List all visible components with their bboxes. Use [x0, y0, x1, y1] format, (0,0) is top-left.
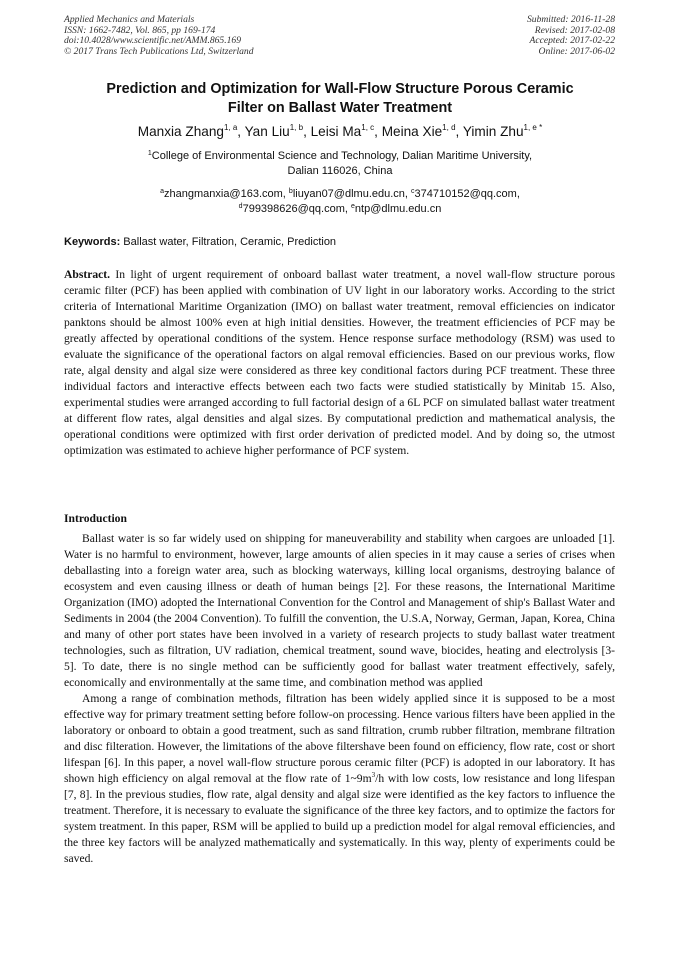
abstract-text: In light of urgent requirement of onboard ballast water treatment, a novel wall-flow structure porous ceramic filter (PCF) has been applied with combination of UV light in our laboratory works. According to the strict criteria of International Maritime Organization (IMO) on ballast water treatment, removal efficiencies on indicator panktons should be almost 100% even at high initial densities. However, the treatment efficiencies of PCF may be greatly affected by operational conditions of the system. Hence response surface methodology (RSM) was used to evaluate the significance of the operational factors on algal removal efficiencies. Based on our previous works, flow rate, algal density and algal size were considered as three key conditional factors during PCF treatment. These three individual factors and interactive effects between each two facts were studied statistically by Minitab 15. Also, experimental studies were arranged according to full factorial design of a 6L PCF on simulated ballast water treatment at different flow rates, algal densities and algal sizes. By computational prediction and mathematical analysis, the operational conditions were optimized with first order derivation of predicted model. And by doing so, the utmost optimization was estimated to achieve higher performance of PCF system.: [64, 268, 615, 457]
unit-superscript: 3: [371, 771, 376, 779]
keywords: [64, 235, 616, 250]
author-name: Yan Liu: [244, 124, 290, 139]
author-affiliation-mark: 1, d: [442, 123, 456, 132]
author-name: Yimin Zhu: [462, 124, 524, 139]
author-affiliation-mark: 1, b: [289, 123, 304, 132]
author-list: [64, 123, 616, 141]
publication-dates: [527, 15, 615, 57]
date-accepted: Accepted: 2017-02-22: [529, 35, 615, 47]
email-separator: ,: [516, 188, 520, 200]
author-separator: ,: [237, 124, 245, 139]
paper-title: [64, 80, 616, 118]
email-address: liuyan07@dlmu.edu.cn: [292, 188, 405, 200]
author-name: Leisi Ma: [310, 124, 362, 139]
author-affiliation-mark: 1, a: [223, 123, 238, 132]
journal-doi: doi:10.4028/www.scientific.net/AMM.865.169: [64, 35, 242, 47]
email-separator: ,: [404, 188, 412, 200]
author-separator: ,: [303, 124, 311, 139]
email-mark: b: [288, 188, 293, 195]
date-online: Online: 2017-06-02: [538, 45, 615, 57]
author-separator: ,: [455, 124, 463, 139]
email-address: 799398626@qq.com: [242, 203, 345, 215]
journal-copyright: © 2017 Trans Tech Publications Ltd, Switzerland: [64, 45, 254, 57]
keywords-label: Keywords:: [64, 236, 121, 248]
affiliation-line-2: Dalian 116026, China: [287, 165, 393, 177]
author-emails: [64, 187, 616, 217]
abstract-label: Abstract.: [64, 268, 111, 281]
author-affiliation-mark: 1, e *: [523, 123, 543, 132]
section-heading-introduction: Introduction: [64, 512, 127, 525]
author-name: Manxia Zhang: [137, 124, 224, 139]
paragraph-text: Among a range of combination methods, filtration has been widely applied since it is supposed to be a most effective way for primary treatment setting before follow-on processing. Hence various filters have been applied in the laboratory or onboard to obtain a good treatment, such as sand filtration, crumb rubber filtration, membrane filtration and disc filteration. However, the limitations of the above filtershave been found on efficiency, flow rate, cost or short lifespan [6]. In this paper, a novel wall-flow structure porous ceramic filter (PCF) is adopted in our laboratory. It has shown high efficiency on algal removal at the flow rate of 1~9m: [64, 692, 615, 785]
date-submitted: Submitted: 2016-11-28: [526, 14, 615, 25]
paper-title-line-1: Prediction and Optimization for Wall-Flow Structure Porous Ceramic: [106, 81, 574, 97]
author-affiliation-mark: 1, c: [361, 123, 375, 132]
affiliation-line-1: College of Environmental Science and Technology, Dalian Maritime University,: [151, 150, 533, 162]
keywords-text: Ballast water, Filtration, Ceramic, Prediction: [120, 236, 337, 248]
email-address: zhangmanxia@163.com: [164, 188, 283, 200]
email-mark: c: [411, 188, 415, 195]
email-address: ntp@dlmu.edu.cn: [354, 203, 442, 215]
journal-name: Applied Mechanics and Materials: [64, 14, 195, 25]
email-separator: ,: [282, 188, 289, 200]
paper-title-line-2: Filter on Ballast Water Treatment: [227, 100, 453, 116]
author-separator: ,: [374, 124, 382, 139]
journal-info: [64, 15, 254, 57]
affiliation-mark: 1: [147, 150, 152, 157]
journal-issn: ISSN: 1662-7482, Vol. 865, pp 169-174: [64, 24, 216, 36]
email-address: 374710152@qq.com: [414, 188, 517, 200]
affiliation: [64, 149, 616, 179]
author-name: Meina Xie: [381, 124, 443, 139]
email-mark: e: [351, 203, 355, 210]
date-revised: Revised: 2017-02-08: [534, 24, 615, 36]
email-separator: ,: [344, 203, 352, 215]
email-mark: a: [160, 188, 164, 195]
paragraph-text: /h with low costs, low resistance and long lifespan [7, 8]. In the previous studies, flow rate, algal density and algal size were identified as the key factors to influence the treatment. Therefore, it is necessary to evaluate the significance of the three key factors, and to optimize the factors for system treatment. In this paper, RSM will be applied to build up a prediction model for algal removal efficiencies, and the three key factors will be analyzed mathematically and systematically. In this way, plenty of experiments could be saved.: [64, 772, 615, 865]
abstract: [64, 267, 615, 459]
introduction-body: [64, 531, 615, 867]
introduction-paragraph-1: Ballast water is so far widely used on shipping for maneuverability and stability when cargoes are unloaded [1]. Water is no harmful to environment, however, large amounts of alien species in it may cause a series of crises when deballasting into a foreign water area, such as blocking waterways, killing local organisms, destroying balance of ecosystem and even causing illness or death of human beings [2]. For these reasons, the International Maritime Organization (IMO) adopted the International Convention for the Control and Management of ship's Ballast Water and Sediments in 2004 (the 2004 Convention). To fulfill the convention, the U.S.A, Norway, German, Japan, Korea, China and many of other port states have been involved in a variety of research projects to study ballast water treatment technologies, such as filtration, UV radiation, chemical treatment, sound wave, biocides, heating and electrolysis [3-5]. To date, there is no single method can be sufficiently good for ballast water treatment effectively, safely, economically and environmentally at the same time, and combination method was applied: [64, 532, 615, 689]
introduction-paragraph-2: [64, 691, 615, 867]
email-mark: d: [238, 203, 243, 210]
